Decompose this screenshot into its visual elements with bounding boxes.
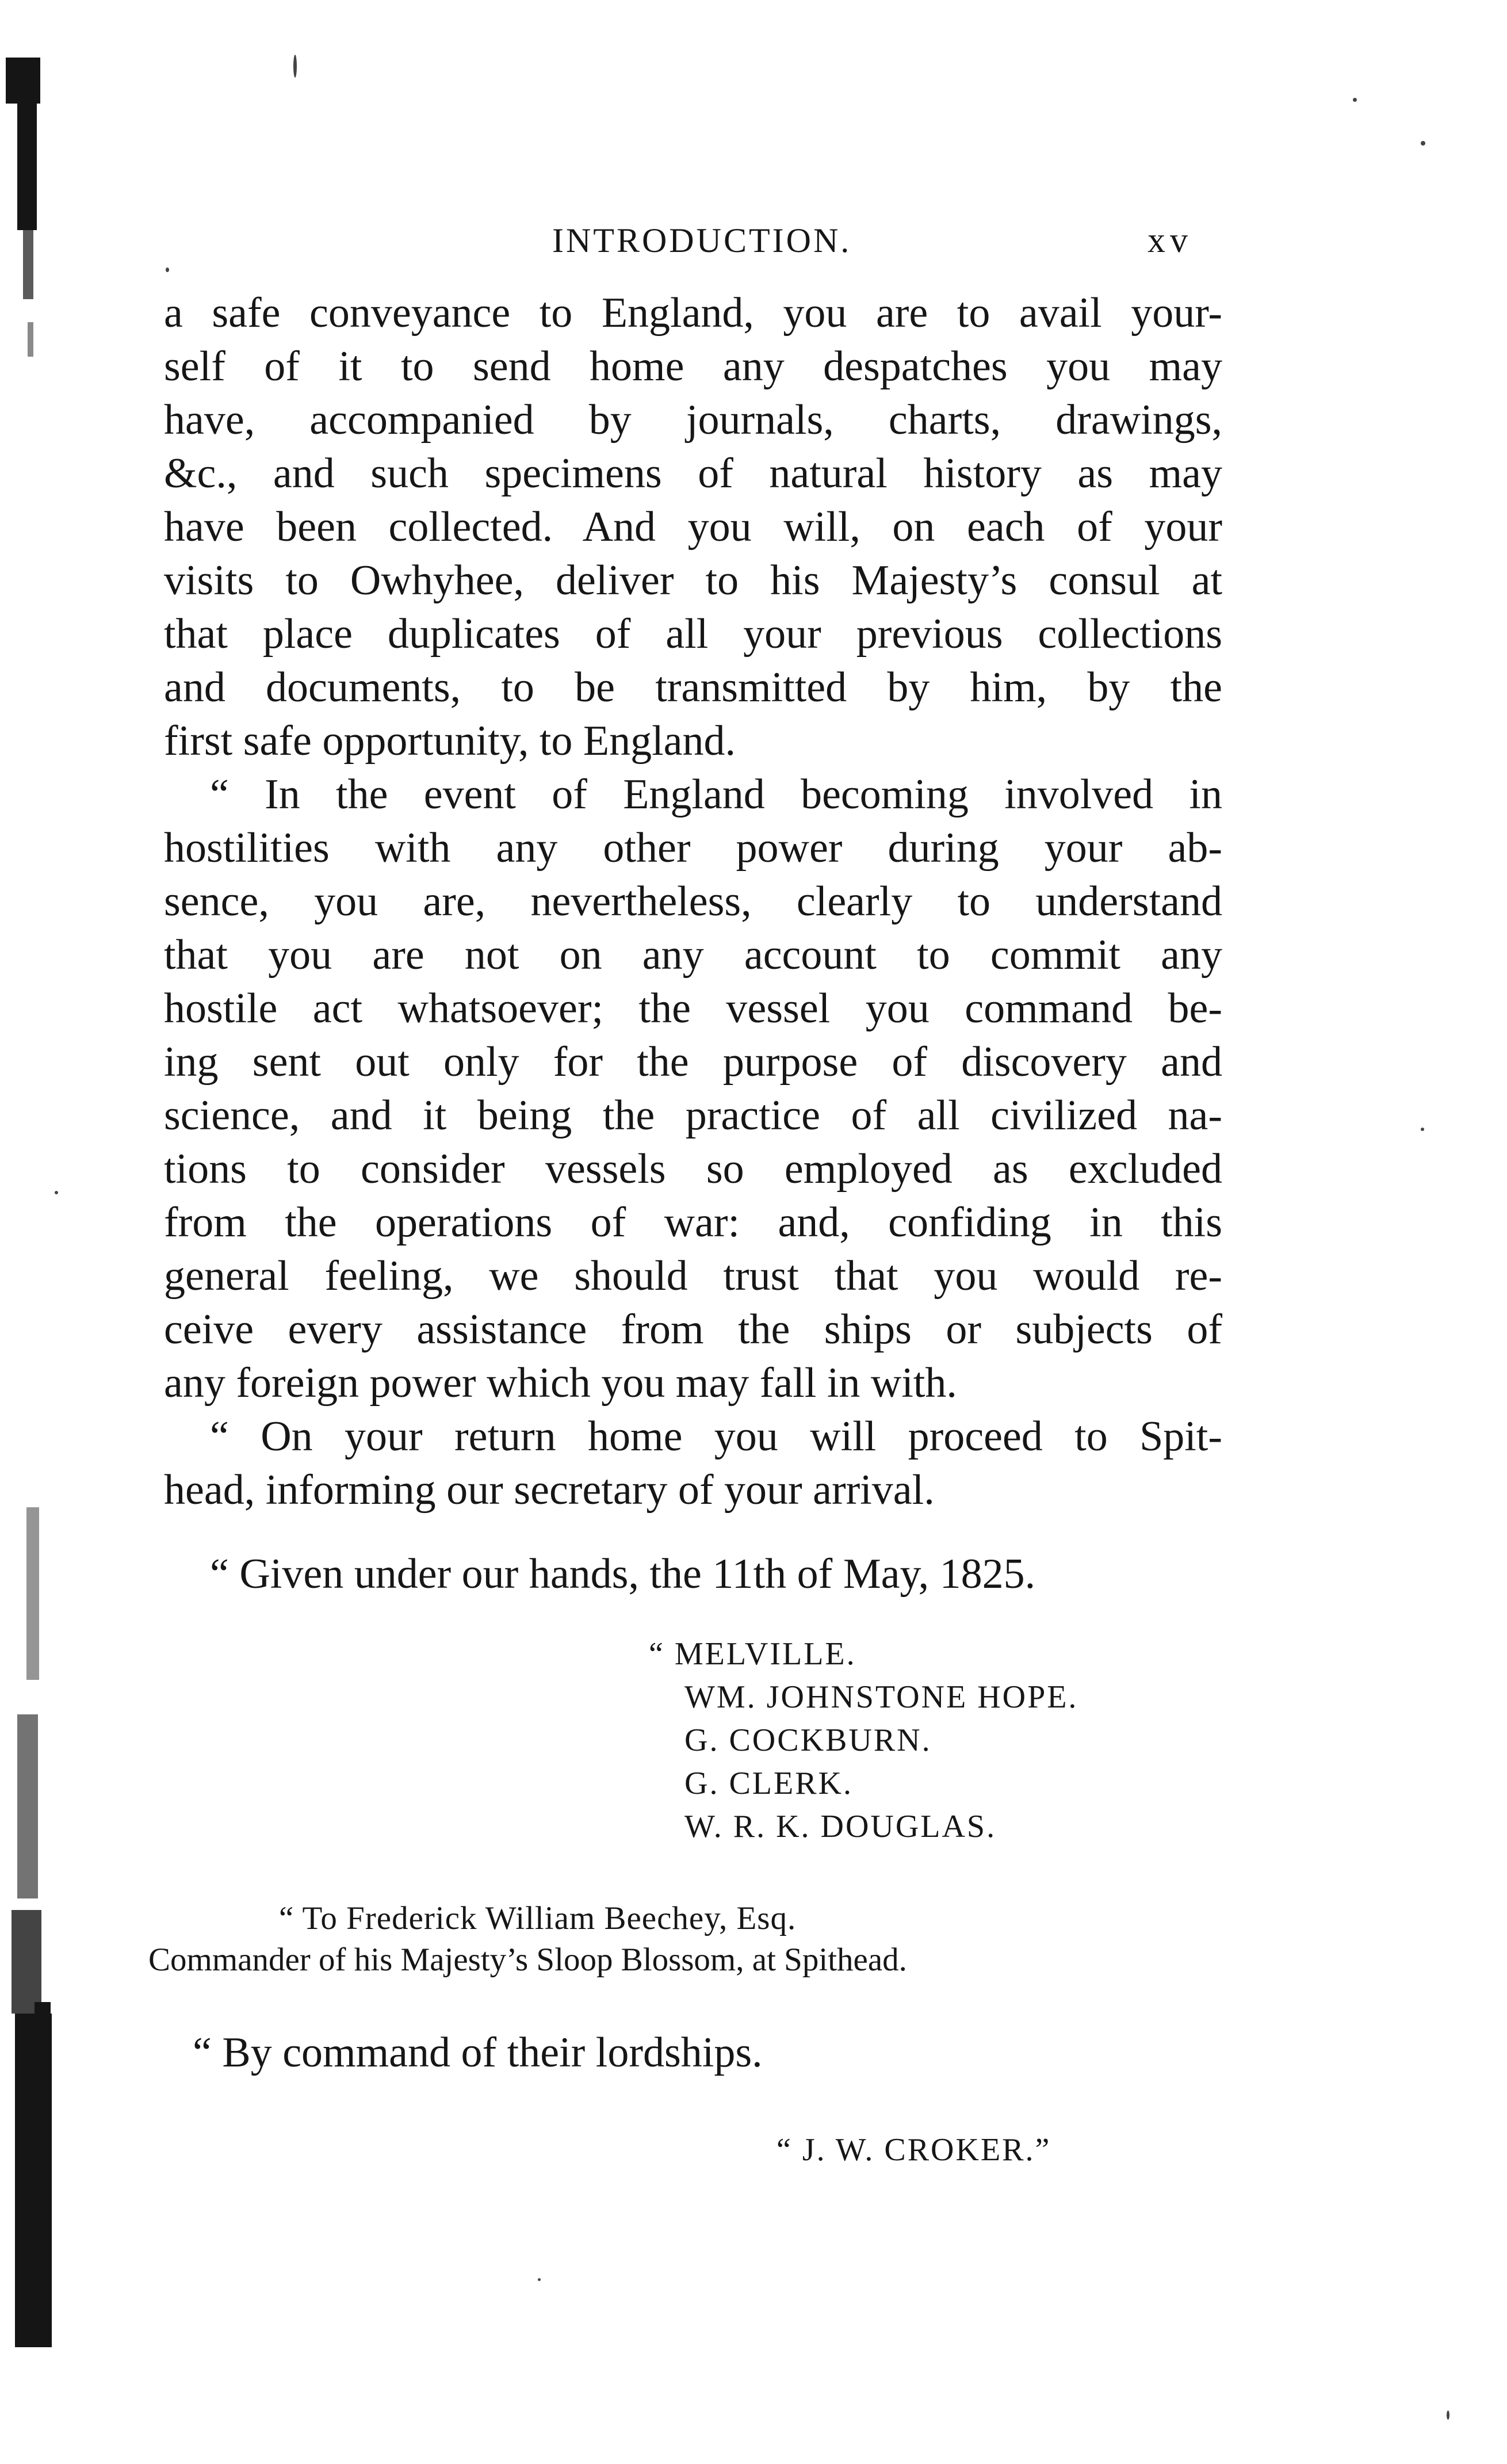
signatory: W. R. K. DOUGLAS. <box>684 1809 997 1844</box>
page-speck <box>55 1191 58 1194</box>
text-line: “ In the event of England becoming involved in <box>210 771 1222 818</box>
page-speck <box>1353 98 1357 102</box>
text-line: visits to Owhyhee, deliver to his Majesty’s consul at <box>164 557 1222 604</box>
signatory: G. CLERK. <box>684 1766 853 1801</box>
text-line: and documents, to be transmitted by him, by the <box>164 664 1222 711</box>
text-line: that place duplicates of all your previous collections <box>164 610 1222 658</box>
text-line: &c., and such specimens of natural history as may <box>164 450 1222 497</box>
text-line: general feeling, we should trust that you would re- <box>164 1252 1222 1300</box>
text-line: head, informing our secretary of your arrival. <box>164 1466 935 1514</box>
command-line: “ By command of their lordships. <box>193 2029 763 2076</box>
text-line: first safe opportunity, to England. <box>164 717 736 765</box>
text-line: any foreign power which you may fall in with. <box>164 1359 957 1407</box>
secretary-signature: “ J. W. CROKER.” <box>777 2132 1051 2168</box>
page-speck <box>538 2278 541 2281</box>
page-speck <box>166 268 169 272</box>
page-number: xv <box>1148 221 1192 260</box>
binding-edge <box>0 46 69 2393</box>
page-header <box>0 217 1507 263</box>
addressee-name: “ To Frederick William Beechey, Esq. <box>279 1900 797 1936</box>
page-speck <box>1421 1128 1424 1131</box>
text-line: from the operations of war: and, confiding in this <box>164 1199 1222 1246</box>
page-speck <box>1421 141 1425 146</box>
text-line: hostilities with any other power during your ab- <box>164 824 1222 872</box>
text-line: ing sent out only for the purpose of discovery and <box>164 1038 1222 1086</box>
text-line: have been collected. And you will, on each of your <box>164 503 1222 551</box>
body-paragraphs <box>164 286 1222 1517</box>
text-line: ceive every assistance from the ships or subjects of <box>164 1306 1222 1353</box>
text-line: hostile act whatsoever; the vessel you command be- <box>164 985 1222 1032</box>
text-line: science, and it being the practice of all civilized na- <box>164 1092 1222 1139</box>
text-line: “ On your return home you will proceed to Spit- <box>210 1413 1222 1460</box>
page-speck <box>293 55 297 78</box>
text-line: have, accompanied by journals, charts, drawings, <box>164 396 1222 444</box>
date-line: “ Given under our hands, the 11th of May, 1825. <box>210 1550 1036 1598</box>
signatory: G. COCKBURN. <box>684 1722 932 1758</box>
signatory-list <box>649 1633 1078 1848</box>
text-line: a safe conveyance to England, you are to avail your- <box>164 289 1222 337</box>
signatory: WM. JOHNSTONE HOPE. <box>684 1679 1078 1715</box>
signatory: “ MELVILLE. <box>649 1636 856 1672</box>
page-speck <box>1447 2410 1449 2420</box>
addressee-title: Commander of his Majesty’s Sloop Blossom, at Spithead. <box>148 1942 907 1978</box>
text-line: sence, you are, nevertheless, clearly to understand <box>164 878 1222 925</box>
text-line: tions to consider vessels so employed as excluded <box>164 1145 1222 1193</box>
text-line: that you are not on any account to commit any <box>164 931 1222 979</box>
text-line: self of it to send home any despatches you may <box>164 343 1222 390</box>
running-head: INTRODUCTION. <box>552 221 852 259</box>
